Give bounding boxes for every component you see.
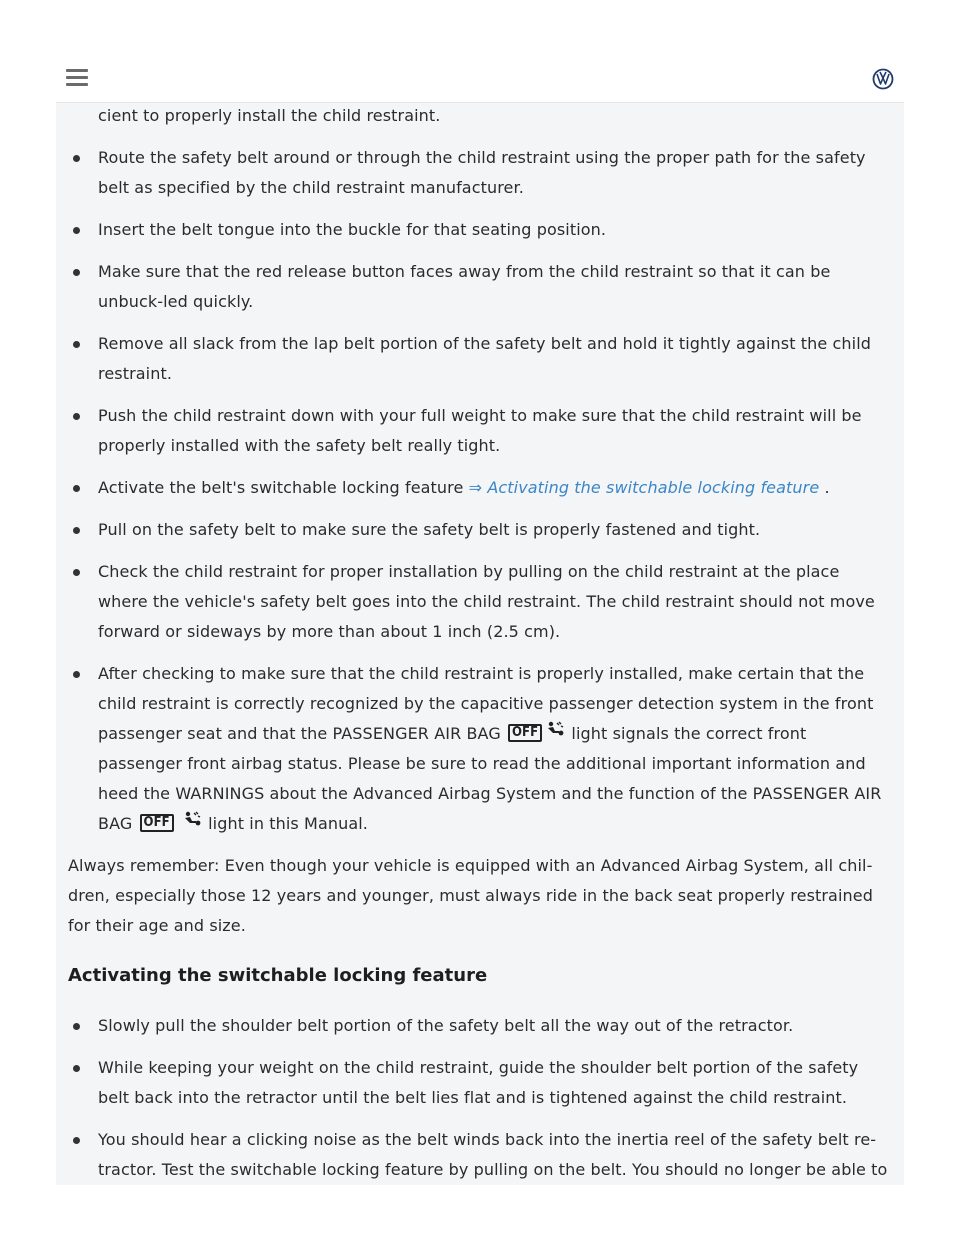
top-bar (56, 56, 904, 103)
list-item: After checking to make sure that the child restraint is properly installed, make certain that the child restraint is correctly recognized by the capacitive passenger detection system in the front passenger seat and that the PASSENGER AIR BAG OFF light signals the correct front passenger front airbag status. Please be sure to read the additional important information and heed the WARNINGS about the Advanced Airbag System and the function of the PASSENGER AIR BAG OFF light in this Manual. (56, 659, 904, 839)
list-item: You should hear a clicking noise as the belt winds back into the inertia reel of the safety belt re-tractor. Test the switchable locking feature by pulling on the belt. You should no longer be able to (56, 1125, 904, 1185)
continued-text: cient to properly install the child restraint. (98, 106, 441, 125)
list-item: Push the child restraint down with your full weight to make sure that the child restraint will be properly installed with the safety belt really tight. (56, 401, 904, 461)
passenger-airbag-icon (183, 811, 201, 827)
off-indicator-icon: OFF (508, 724, 542, 742)
list-item: Route the safety belt around or through the child restraint using the proper path for the safety belt as specified by the child restraint manufacturer. (56, 143, 904, 203)
list-item: Remove all slack from the lap belt portion of the safety belt and hold it tightly against the child restraint. (56, 329, 904, 389)
body-paragraph: Always remember: Even though your vehicle is equipped with an Advanced Airbag System, all chil-dren, especially those 12 years and younger, must always ride in the back seat properly restrained for their age and size. (68, 856, 873, 935)
manual-page (56, 103, 904, 1185)
list-item: Activate the belt's switchable locking feature ⇒ Activating the switchable locking feature . (56, 473, 904, 503)
activating-locking-link[interactable]: ⇒ Activating the switchable locking feature (468, 478, 820, 497)
list-item: Pull on the safety belt to make sure the safety belt is properly fastened and tight. (56, 515, 904, 545)
list-item: Make sure that the red release button faces away from the child restraint so that it can be unbuck-led quickly. (56, 257, 904, 317)
passenger-airbag-icon (546, 721, 564, 737)
section-heading: Activating the switchable locking feature (68, 965, 488, 986)
off-indicator-icon: OFF (140, 814, 174, 832)
list-item: Slowly pull the shoulder belt portion of the safety belt all the way out of the retractor. (56, 1011, 904, 1041)
vw-logo-icon[interactable] (872, 68, 894, 90)
menu-icon[interactable] (66, 69, 88, 87)
list-item: Check the child restraint for proper installation by pulling on the child restraint at the place where the vehicle's safety belt goes into the child restraint. The child restraint should not move forward or sideways by more than about 1 inch (2.5 cm). (56, 557, 904, 647)
list-item: Insert the belt tongue into the buckle for that seating position. (56, 215, 904, 245)
list-item: While keeping your weight on the child restraint, guide the shoulder belt portion of the safety belt back into the retractor until the belt lies flat and is tightened against the child restraint. (56, 1053, 904, 1113)
